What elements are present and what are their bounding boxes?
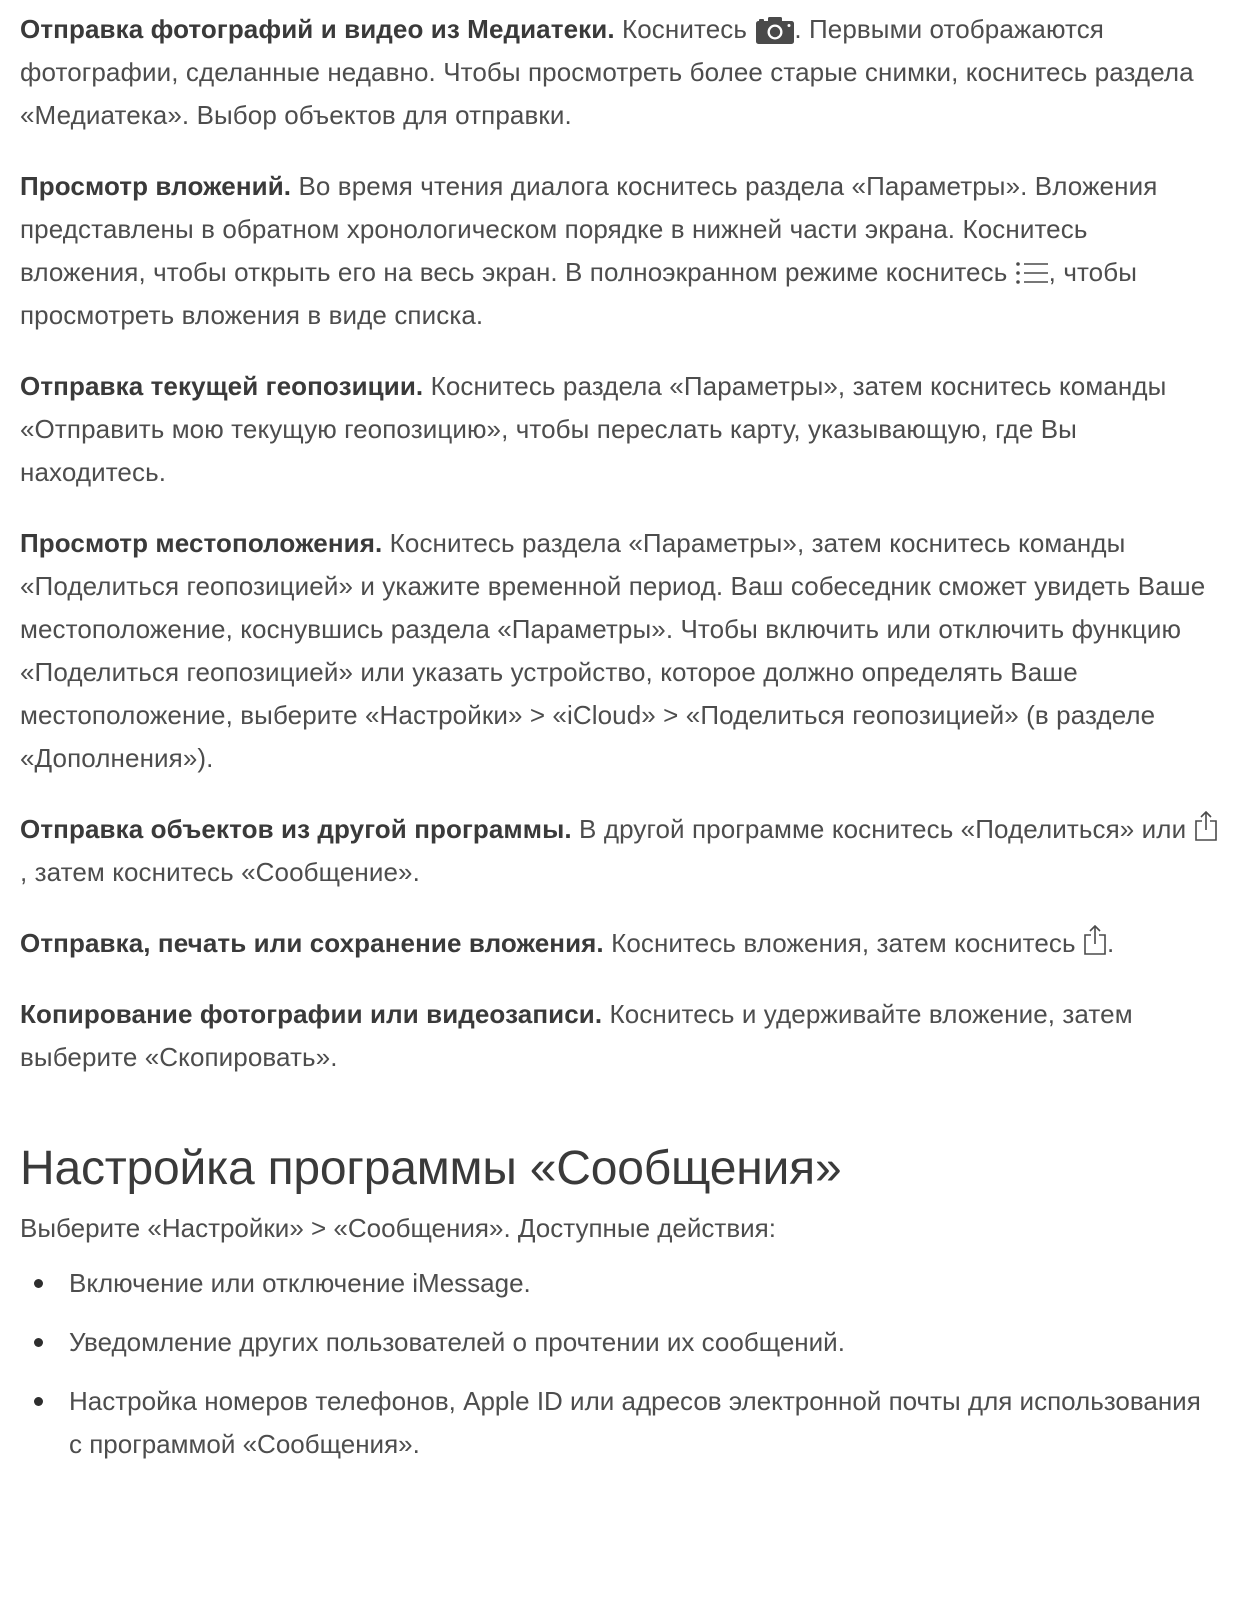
- list-item-text: Включение или отключение iMessage.: [69, 1268, 531, 1298]
- paragraph-heading: Отправка, печать или сохранение вложения.: [20, 928, 604, 958]
- paragraph-heading: Отправка текущей геопозиции.: [20, 371, 424, 401]
- paragraph-send-from-app: [20, 808, 1220, 894]
- paragraph-copy-media: [20, 993, 1220, 1079]
- list-icon: [1015, 256, 1049, 282]
- settings-list: [20, 1262, 1220, 1466]
- paragraph-heading: Отправка объектов из другой программы.: [20, 814, 572, 844]
- paragraph-text: Коснитесь вложения, затем коснитесь: [603, 928, 1083, 958]
- document-page: [20, 8, 1220, 1482]
- paragraph-text: Коснитесь раздела «Параметры», затем коснитесь команды «Отправить мою текущую геопозицию», чтобы переслать карту, указывающую, где Вы находитесь.: [20, 371, 1167, 487]
- section-title: Настройка программы «Сообщения»: [20, 1142, 842, 1195]
- paragraph-heading: Отправка фотографий и видео из Медиатеки.: [20, 14, 615, 44]
- paragraph-text: В другой программе коснитесь «Поделиться» или: [571, 814, 1194, 844]
- paragraph-heading: Просмотр вложений.: [20, 171, 292, 201]
- list-item: [20, 1321, 1220, 1364]
- paragraph-heading: Копирование фотографии или видеозаписи.: [20, 999, 603, 1029]
- list-item-text: Уведомление других пользователей о прочтении их сообщений.: [69, 1327, 845, 1357]
- paragraph-text: .: [1106, 928, 1115, 958]
- bullet-dot: [34, 1338, 43, 1347]
- section-intro: Выберите «Настройки» > «Сообщения». Доступные действия:: [20, 1213, 776, 1243]
- paragraph-text: , затем коснитесь «Сообщение».: [20, 857, 420, 887]
- paragraph-text: Коснитесь раздела «Параметры», затем коснитесь команды «Поделиться геопозицией» и укажите временной период. Ваш собеседник сможет увидеть Ваше местоположение, коснувшись раздела «Параметры». Чтобы включить или отключить функцию «Поделиться геопозицией» или указать устройство, которое должно определять Ваше местоположение, выберите «Настройки» > «iCloud» > «Поделиться геопозицией» (в разделе «Дополнения»).: [20, 528, 1206, 773]
- list-item: [20, 1380, 1220, 1466]
- paragraph-share-attachment: [20, 922, 1220, 965]
- list-item-text: Настройка номеров телефонов, Apple ID или адресов электронной почты для использования с программой «Сообщения».: [69, 1386, 1201, 1459]
- paragraph-heading: Просмотр местоположения.: [20, 528, 383, 558]
- bullet-dot: [34, 1279, 43, 1288]
- paragraph-send-photos: [20, 8, 1220, 137]
- paragraph-text: Коснитесь и удерживайте вложение, затем выберите «Скопировать».: [20, 999, 1133, 1072]
- bullet-dot: [34, 1397, 43, 1406]
- paragraph-text: Во время чтения диалога коснитесь раздела «Параметры». Вложения представлены в обратном хронологическом порядке в нижней части экрана. Коснитесь вложения, чтобы открыть его на весь экран. В полноэкранном режиме коснитесь: [20, 171, 1158, 287]
- paragraph-view-location: [20, 522, 1220, 780]
- paragraph-send-location: [20, 365, 1220, 494]
- paragraph-text: . Первыми отображаются фотографии, сделанные недавно. Чтобы просмотреть более старые снимки, коснитесь раздела «Медиатека». Выбор объектов для отправки.: [20, 14, 1194, 130]
- paragraph-text: Коснитесь: [614, 14, 755, 44]
- paragraph-text: , чтобы просмотреть вложения в виде списка.: [20, 257, 1138, 330]
- share-icon: [1083, 925, 1107, 955]
- share-icon: [1194, 811, 1218, 841]
- camera-icon: [756, 14, 794, 41]
- list-item: [20, 1262, 1220, 1305]
- paragraph-view-attachments: [20, 165, 1220, 337]
